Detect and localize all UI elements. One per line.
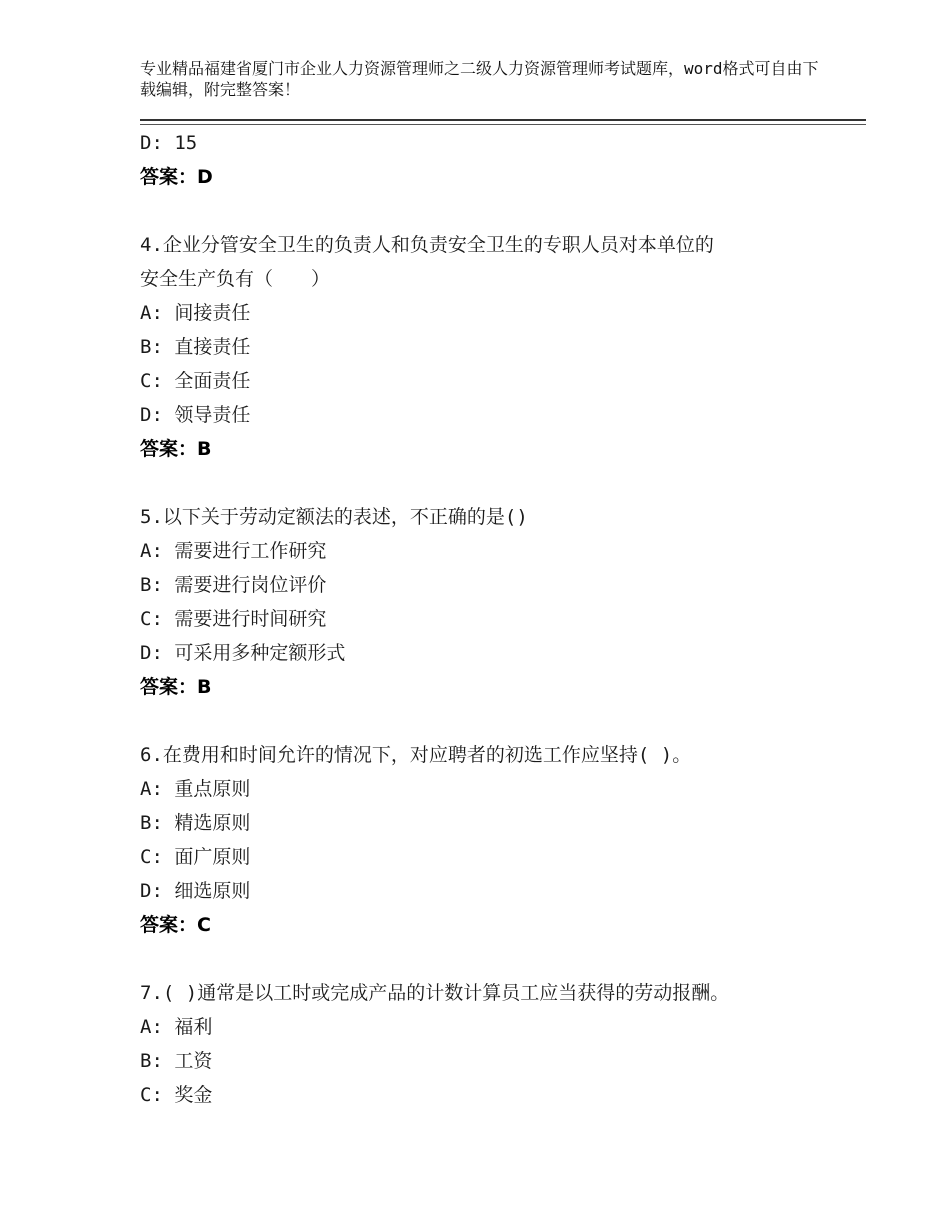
option-a: A: 需要进行工作研究: [140, 540, 327, 562]
option-b: B: 需要进行岗位评价: [140, 574, 327, 596]
option-d: D: 15: [140, 132, 198, 154]
answer-label: 答案：B: [140, 676, 212, 698]
question-list: [140, 126, 866, 1112]
question-stem: 4.企业分管安全卫生的负责人和负责安全卫生的专职人员对本单位的: [140, 234, 714, 256]
option-d: D: 可采用多种定额形式: [140, 642, 346, 664]
option-c: C: 面广原则: [140, 846, 251, 868]
option-d: D: 细选原则: [140, 880, 251, 902]
header-divider-thick: [140, 119, 866, 121]
question-stem: 7.( )通常是以工时或完成产品的计数计算员工应当获得的劳动报酬。: [140, 982, 730, 1004]
question-stem: 5.以下关于劳动定额法的表述，不正确的是(): [140, 506, 528, 528]
header-divider-thin: [140, 124, 866, 125]
option-b: B: 工资: [140, 1050, 213, 1072]
answer-label: 答案：C: [140, 914, 211, 936]
option-c: C: 全面责任: [140, 370, 251, 392]
option-c: C: 奖金: [140, 1084, 213, 1106]
question-stem: 6.在费用和时间允许的情况下，对应聘者的初选工作应坚持( )。: [140, 744, 692, 766]
option-d: D: 领导责任: [140, 404, 251, 426]
answer-label: 答案：D: [140, 166, 213, 188]
answer-label: 答案：B: [140, 438, 212, 460]
document-header: 专业精品福建省厦门市企业人力资源管理师之二级人力资源管理师考试题库，word格式可自由下载编辑，附完整答案！: [140, 59, 819, 99]
option-a: A: 福利: [140, 1016, 213, 1038]
option-a: A: 间接责任: [140, 302, 251, 324]
question-stem-cont: 安全生产负有（ ）: [140, 268, 331, 290]
option-c: C: 需要进行时间研究: [140, 608, 327, 630]
option-b: B: 精选原则: [140, 812, 251, 834]
option-b: B: 直接责任: [140, 336, 251, 358]
option-a: A: 重点原则: [140, 778, 251, 800]
